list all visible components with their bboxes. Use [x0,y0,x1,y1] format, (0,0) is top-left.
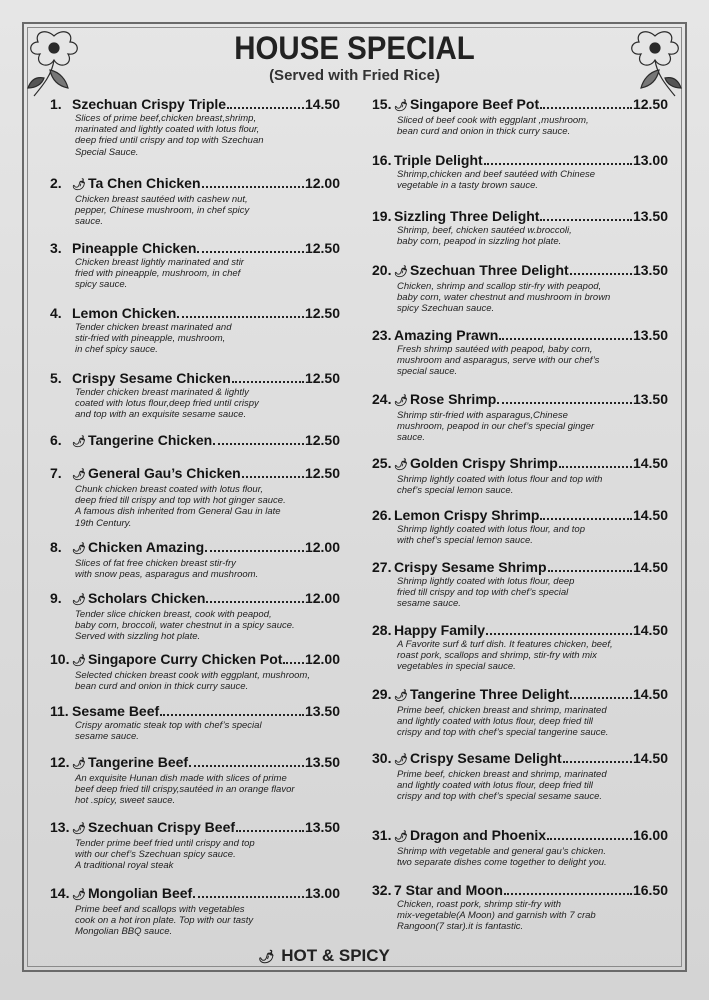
item-name: Sesame Beef [72,703,160,719]
item-number: 23. [372,327,392,343]
menu-item [50,539,340,580]
item-price: 12.50 [304,432,340,448]
item-description: An exquisite Hunan dish made with slices of prime beef deep fried till crispy,sautéed in an orange flavor hot .spicy, sweet sauce. [75,773,295,807]
chili-pepper-icon: 🌶︎ [72,436,86,448]
dot-leader [540,208,631,221]
menu-item [372,262,668,315]
item-name: Lemon Crispy Shrimp [394,507,540,523]
item-price: 16.00 [632,827,668,843]
menu-item-header [372,750,668,769]
dot-leader [227,96,304,109]
page-title: HOUSE SPECIAL [234,30,475,66]
item-name: 7 Star and Moon [394,882,503,898]
item-description: Crispy aromatic steak top with chef’s special sesame sauce. [75,720,262,743]
item-price: 13.50 [632,208,668,224]
item-price: 12.50 [304,370,340,386]
dot-leader [497,391,632,404]
menu-item-header [50,651,340,670]
menu-item [372,327,668,378]
item-price: 14.50 [632,750,668,766]
menu-item-header [50,819,340,838]
menu-item-header [50,240,340,257]
menu-item-header [372,327,668,344]
item-price: 12.00 [304,590,340,606]
chili-pepper-icon: 🌶︎ [72,758,86,770]
menu-item [372,208,668,247]
item-price: 13.50 [632,262,668,278]
item-description: Shrimp, beef, chicken sautéed w.broccoli, baby corn, peapod in sizzling hot plate. [397,225,572,248]
item-description: Shrimp stir-fried with asparagus,Chinese mushroom, peapod in our chef’s special ginger sauce. [397,410,595,444]
item-name: Tangerine Chicken [87,432,213,448]
menu-item-header [372,262,668,281]
item-number: 5. [50,370,62,386]
menu-item [372,391,668,444]
dot-leader [486,622,632,635]
menu-item-header [50,96,340,113]
item-description: Tender slice chicken breast, cook with peapod, baby corn, broccoli, water chestnut in a spicy sauce. Served with sizzling hot plate. [75,609,295,643]
menu-item [50,590,340,643]
item-number: 30. [372,750,392,766]
item-number: 13. [50,819,70,835]
item-price: 14.50 [632,455,668,471]
menu-item-header [372,391,668,410]
chili-pepper-icon: 🌶︎ [258,949,275,964]
item-price: 13.50 [632,391,668,407]
menu-item [372,455,668,496]
chili-pepper-icon: 🌶︎ [72,469,86,481]
item-name: Lemon Chicken [72,305,177,321]
item-number: 10. [50,651,70,667]
item-number: 7. [50,465,62,481]
chili-pepper-icon: 🌶︎ [72,179,86,191]
item-number: 19. [372,208,392,224]
menu-item-header [372,152,668,169]
item-name: Mongolian Beef [87,885,193,901]
item-number: 6. [50,432,62,448]
dot-leader [570,262,632,275]
menu-item-header [50,754,340,773]
menu-item-header [372,455,668,474]
item-price: 12.50 [304,240,340,256]
item-description: Tender chicken breast marinated & lightly coated with lotus flour,deep fried until crispy and top with an exquisite sesame sauce. [75,387,259,421]
item-number: 12. [50,754,70,770]
dot-leader [484,152,632,165]
menu-item [372,559,668,610]
item-number: 14. [50,885,70,901]
dot-leader [232,370,304,383]
menu-item-header [372,827,668,846]
menu-item-header [372,686,668,705]
item-description: Slices of prime beef,chicken breast,shrimp, marinated and lightly coated with lotus flour, deep fried until crispy and top with Szechuan Special Sauce. [75,113,264,158]
menu-item-header [50,465,340,484]
menu-item [50,432,340,451]
item-name: Pineapple Chicken [72,240,197,256]
item-description: Shrimp with vegetable and general gau’s chicken. two separate dishes come together to delight you. [397,846,607,869]
item-price: 13.00 [632,152,668,168]
chili-pepper-icon: 🌶︎ [72,823,86,835]
item-price: 12.00 [304,175,340,191]
dot-leader [213,432,304,445]
dot-leader [499,327,632,340]
dot-leader [206,590,303,603]
dot-leader [205,539,304,552]
chili-pepper-icon: 🌶︎ [394,690,408,702]
item-number: 8. [50,539,62,555]
item-price: 13.50 [632,327,668,343]
menu-item-header [50,590,340,609]
menu-item [50,754,340,807]
item-price: 13.50 [304,703,340,719]
item-description: Sliced of beef cook with eggplant ,mushroom, bean curd and onion in thick curry sauce. [397,115,589,138]
menu-item [50,175,340,228]
item-number: 11. [50,703,69,719]
chili-pepper-icon: 🌶︎ [72,594,86,606]
item-number: 9. [50,590,62,606]
item-name: Dragon and Phoenix [409,827,547,843]
menu-item-header [372,882,668,899]
item-number: 26. [372,507,392,523]
menu-item [372,827,668,868]
item-name: Crispy Sesame Delight [409,750,562,766]
item-number: 4. [50,305,62,321]
dot-leader [160,703,304,716]
dot-leader [570,686,632,699]
item-name: Sizzling Three Delight [394,208,540,224]
item-name: Tangerine Three Delight [409,686,570,702]
menu-item [372,622,668,673]
item-description: Shrimp,chicken and beef sautéed with Chinese vegetable in a tasty brown sauce. [397,169,596,192]
chili-pepper-icon: 🌶︎ [394,100,408,112]
item-description: Shrimp lightly coated with lotus flour and top with chef’s special lemon sauce. [397,474,603,497]
item-description: Prime beef, chicken breast and shrimp, marinated and lightly coated with lotus flour, deep fried till crispy and top with chef’s special sesame sauce. [397,769,607,803]
menu-item [50,703,340,742]
dot-leader [540,96,632,109]
item-number: 32. [372,882,392,898]
item-name: General Gau’s Chicken [87,465,241,481]
item-number: 1. [50,96,62,112]
item-name: Happy Family [394,622,486,638]
item-price: 12.00 [304,539,340,555]
menu-item [50,96,340,158]
item-description: Slices of fat free chicken breast stir-fry with snow peas, asparagus and mushroom. [75,558,259,581]
dot-leader [242,465,304,478]
item-name: Crispy Sesame Shrimp [394,559,547,575]
item-number: 27. [372,559,392,575]
item-description: A Favorite surf & turf dish. It features chicken, beef, roast pork, scallops and shrimp, stir-fry with mix vegetables in special sauce. [397,639,613,673]
item-number: 16. [372,152,392,168]
dot-leader [504,882,632,895]
menu-item-header [372,507,668,524]
item-price: 12.00 [304,651,340,667]
item-name: Rose Shrimp [409,391,497,407]
menu-item-header [50,885,340,904]
item-number: 3. [50,240,62,256]
item-price: 14.50 [632,622,668,638]
menu-item [50,370,340,421]
item-price: 13.50 [304,754,340,770]
menu-item [50,819,340,872]
menu-item [372,750,668,803]
item-description: Tender prime beef fried until crispy and top with our chef’s Szechuan spicy sauce. A traditional royal steak [75,838,255,872]
item-number: 24. [372,391,392,407]
item-description: Chicken, shrimp and scallop stir-fry with peapod, baby corn, water chestnut and mushroom in brown spicy Szechuan sauce. [397,281,611,315]
item-price: 13.50 [304,819,340,835]
chili-pepper-icon: 🌶︎ [394,459,408,471]
chili-pepper-icon: 🌶︎ [72,655,86,667]
item-description: Fresh shrimp sautéed with peapod, baby corn, mushroom and asparagus, serve with our chef’s special sauce. [397,344,600,378]
menu-item [372,507,668,546]
menu-item [50,651,340,692]
item-name: Szechuan Crispy Triple [72,96,227,112]
item-name: Ta Chen Chicken [87,175,201,191]
dot-leader [177,305,304,318]
menu-item [372,96,668,137]
item-name: Scholars Chicken [87,590,206,606]
item-description: Shrimp lightly coated with lotus flour, deep fried till crispy and top with chef’s special sesame sauce. [397,576,575,610]
dot-leader [202,175,304,188]
menu-item-header [372,96,668,115]
item-price: 14.50 [632,559,668,575]
menu-item [50,885,340,938]
menu-item-header [372,559,668,576]
item-price: 12.50 [304,465,340,481]
menu-item [50,465,340,529]
dot-leader [563,750,632,763]
item-description: Tender chicken breast marinated and stir-fried with pineapple, mushroom, in chef spicy sauce. [75,322,232,356]
item-number: 15. [372,96,392,112]
menu-item-header [50,175,340,194]
menu-item [372,686,668,739]
menu-item-header [50,370,340,387]
menu-item-header [50,305,340,322]
item-price: 16.50 [632,882,668,898]
dot-leader [283,651,304,664]
item-number: 31. [372,827,392,843]
chili-pepper-icon: 🌶︎ [72,543,86,555]
menu-item-header [50,703,340,720]
menu-item-header [372,622,668,639]
item-price: 12.50 [632,96,668,112]
dot-leader [548,559,632,572]
footer-label: HOT & SPICY [281,946,390,965]
page-subtitle: (Served with Fried Rice) [269,67,440,84]
menu-item [372,882,668,933]
menu-item-header [372,208,668,225]
chili-pepper-icon: 🌶︎ [394,754,408,766]
item-price: 13.00 [304,885,340,901]
menu-item [372,152,668,191]
dot-leader [189,754,304,767]
item-description: Prime beef and scallops with vegetables cook on a hot iron plate. Top with our tasty Mongolian BBQ sauce. [75,904,254,938]
item-price: 14.50 [632,507,668,523]
item-price: 12.50 [304,305,340,321]
dot-leader [193,885,304,898]
item-description: Selected chicken breast cook with eggplant, mushroom, bean curd and onion in thick curry sauce. [75,670,310,693]
item-description: Chicken breast sautéed with cashew nut, pepper, Chinese mushroom, in chef spicy sauce. [75,194,250,228]
item-name: Golden Crispy Shrimp [409,455,558,471]
item-description: Chicken breast lightly marinated and stir fried with pineapple, mushroom, in chef spicy sauce. [75,257,244,291]
item-number: 28. [372,622,392,638]
dot-leader [559,455,632,468]
item-price: 14.50 [304,96,340,112]
chili-pepper-icon: 🌶︎ [394,831,408,843]
chili-pepper-icon: 🌶︎ [72,889,86,901]
item-price: 14.50 [632,686,668,702]
item-name: Singapore Beef Pot [409,96,540,112]
item-description: Prime beef, chicken breast and shrimp, marinated and lightly coated with lotus flour, deep fried till crispy and top with chef’s special tangerine sauce. [397,705,609,739]
footer-legend [258,946,390,966]
menu-item-header [50,432,340,451]
dot-leader [236,819,304,832]
dot-leader [547,827,632,840]
item-number: 25. [372,455,392,471]
item-name: Amazing Prawn [394,327,499,343]
item-name: Szechuan Three Delight [409,262,569,278]
item-name: Szechuan Crispy Beef [87,819,236,835]
item-name: Tangerine Beef [87,754,189,770]
chili-pepper-icon: 🌶︎ [394,266,408,278]
item-description: Chicken, roast pork, shrimp stir-fry with mix-vegetable(A Moon) and garnish with 7 crab Rangoon(7 star).it is fantastic. [397,899,596,933]
menu-item-header [50,539,340,558]
item-name: Singapore Curry Chicken Pot [87,651,283,667]
item-name: Crispy Sesame Chicken [72,370,231,386]
item-number: 2. [50,175,62,191]
item-number: 20. [372,262,392,278]
chili-pepper-icon: 🌶︎ [394,395,408,407]
item-name: Triple Delight [394,152,483,168]
item-number: 29. [372,686,392,702]
item-description: Shrimp lightly coated with lotus flour, and top with chef’s special lemon sauce. [397,524,585,547]
dot-leader [197,240,303,253]
item-description: Chunk chicken breast coated with lotus flour, deep fried till crispy and top with hot ginger sauce. A famous dish inherited from General Gau in late 19th Century. [75,484,286,529]
dot-leader [540,507,631,520]
item-name: Chicken Amazing [87,539,205,555]
menu-item [50,240,340,291]
menu-item [50,305,340,356]
